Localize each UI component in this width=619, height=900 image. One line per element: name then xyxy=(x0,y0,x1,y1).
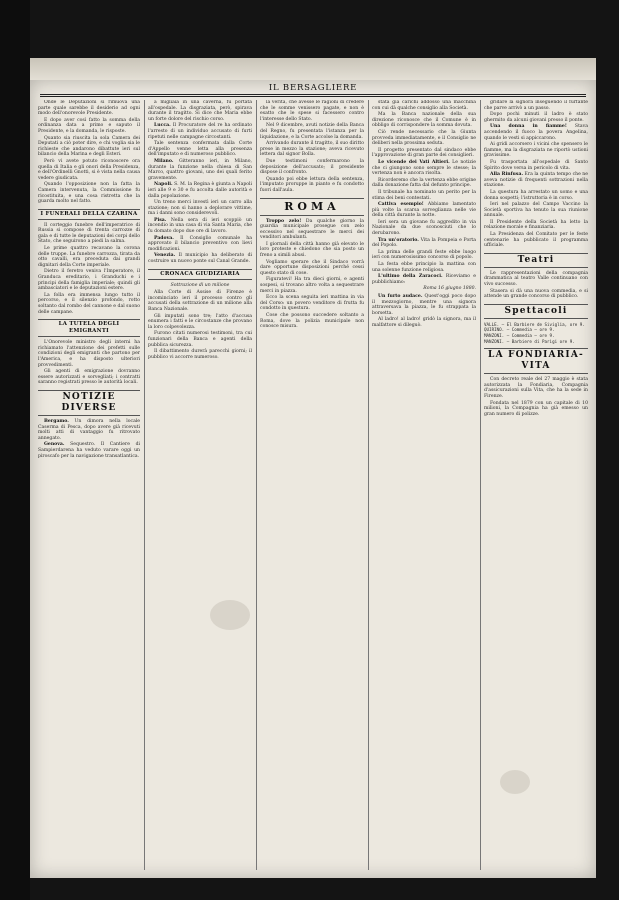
column-2 xyxy=(148,100,252,870)
article-text: Da qualche giorno la guardia municipale prosegue con zelo eccessivo nel sequestrare le merci dei venditori ambulanti. xyxy=(260,218,364,241)
article-text: Nella sera di ieri scoppiò un incendio in una casa di via Santa Maria, che fu domato dopo due ore di lavoro. xyxy=(148,217,252,235)
article-text: Un treno merci investì ieri un carro alla stazione; non si hanno a deplorare vittime, ma i danni sono considerevoli. xyxy=(148,200,252,217)
article-paragraph xyxy=(148,218,252,235)
article-paragraph xyxy=(148,314,252,331)
article-text: Ieri sera un giovane fu aggredito in via Nazionale da due sconosciuti che lo derubarono. xyxy=(372,219,476,237)
article-text: La questura ha arrestato un uomo e una donna sospetti; l'istruttoria è in corso. xyxy=(484,189,588,201)
article-paragraph xyxy=(260,100,364,122)
article-text: Il dibattimento durerà parecchi giorni; il pubblico vi accorre numeroso. xyxy=(148,349,252,360)
article-text: stata già carichi addosso una macchina con cui dà qualche consiglio alla Società. xyxy=(372,100,476,111)
listing-line: VALLE. — El Barbiere de Siviglia, ore 9. xyxy=(484,321,585,327)
article-paragraph xyxy=(38,340,140,368)
article-paragraph xyxy=(38,159,140,181)
article-text: Ciò rende necessario che la Giunta provveda immediatamente, e il Consiglio ne deliberi nella prossima seduta. xyxy=(372,129,476,147)
article-paragraph xyxy=(260,141,364,158)
article-lead: Una donna in fiamme! xyxy=(490,124,567,130)
article-paragraph xyxy=(148,182,252,199)
column-divider xyxy=(368,100,369,870)
article-text: Dopo pochi minuti il ladro è stato ghermito da alcuni giovani presso il ponte. xyxy=(484,112,588,123)
article-paragraph xyxy=(372,250,476,261)
article-paragraph xyxy=(484,289,588,300)
article-paragraph xyxy=(372,317,476,328)
article-text: Quanto sia riuscita la sola Camera dei Deputati a ciò poter dire, e chi voglia sia le richieste che andarono dibattute ieri sul bilancio della Marina e degli Esteri. xyxy=(38,135,140,158)
article-text: Il Procuratore del re ha ordinato l'arresto di un individuo accusato di furti ripetuti nelle campagne circostanti. xyxy=(148,123,252,140)
article-text: Stava accendendo il fuoco la povera Angelina, quando le vesti si appiccarono. xyxy=(484,124,588,141)
article-text: Il Consiglio comunale ha approvato il bilancio preventivo con lievi modificazioni. xyxy=(148,235,252,252)
article-lead: Padova. xyxy=(154,235,174,241)
article-text: Fondata nel 1879 con un capitale di 10 milioni, la Compagnia ha già emesso un gran numero di polizze. xyxy=(484,400,588,417)
article-paragraph xyxy=(260,295,364,312)
article-text: Le rappresentazioni della compagnia drammatica al teatro Valle continuano con vivo successo. xyxy=(484,270,588,288)
article-text: S. M. la Regina è giunta a Napoli ieri alle 9 e 30 e fu accolta dalle autorità e dalla popolazione. xyxy=(148,182,252,199)
article-lead: Tra un'oratorio. xyxy=(378,237,419,243)
article-text: Tale sentenza confermata dalla Corte d'Appello venne letta alla presenza dell'imputato e di numeroso pubblico. xyxy=(148,141,252,158)
article-lead: Troppo zelo! xyxy=(266,218,302,224)
article-text: Ma la Banca nazionale della sua direzione riconosce che il Comune è in obbligo di corrispondere la somma dovuta. xyxy=(372,112,476,129)
article-paragraph xyxy=(372,262,476,273)
header-rule xyxy=(40,94,586,95)
article-paragraph xyxy=(260,123,364,140)
article-paragraph xyxy=(148,253,252,264)
article-lead: Pisa. xyxy=(154,217,167,223)
section-heading: I FUNERALI DELLA CZARINA xyxy=(38,209,140,220)
header-rule-double xyxy=(40,96,586,97)
article-paragraph xyxy=(260,260,364,277)
article-paragraph xyxy=(484,190,588,201)
article-paragraph xyxy=(148,159,252,181)
article-text: Gli imputati sono tre; l'atto d'accusa enumera i fatti e le circostanze che provano la loro colpevolezza. xyxy=(148,313,252,330)
article-lead: Le vicende dei Vati Altieri. xyxy=(378,159,450,165)
article-text: Dietro il feretro veniva l'Imperatore, il Granduca ereditario, i Granduchi e i principi della famiglia imperiale; quindi gli ambasciatori e le deputazioni estere. xyxy=(38,269,140,292)
dateline: Roma 16 giugno 1880. xyxy=(423,286,476,292)
listing-line: MANZONI. — Commedia — ore 9. xyxy=(484,333,555,338)
article-text: gridare la signora inseguendo il furfante che parve arrivò a un passo. xyxy=(484,100,588,111)
article-text: Ieri nel palazzo del Campo Vaccino la Società sportiva ha tenuto la sua riunione annuale. xyxy=(484,202,588,219)
paper-stain xyxy=(500,770,530,794)
article-text: Gitteranno ieri, in Milano, durante la funzione nella chiesa di San Marco, quattro giovani, uno dei quali ferito gravemente. xyxy=(148,158,252,181)
article-paragraph xyxy=(148,236,252,253)
article-text: Vita la Pompeia e Porta del Popolo. xyxy=(372,237,476,249)
article-paragraph xyxy=(260,219,364,241)
article-paragraph xyxy=(372,238,476,249)
section-heading: NOTIZIE DIVERSE xyxy=(38,390,140,416)
article-paragraph xyxy=(38,442,140,459)
section-heading: CRONACA GIUDIZIARIA xyxy=(148,269,252,280)
article-paragraph xyxy=(148,200,252,217)
article-paragraph xyxy=(38,100,140,117)
article-text: Il corteggio funebre dell'imperatrice di Russia si compose di trenta carrozze di gala e di tutte le deputazioni dei corpi dello Stato, che seguirono a piedi la salma. xyxy=(38,222,140,245)
article-lead: Alla Rinfusa. xyxy=(490,172,524,178)
column-divider xyxy=(480,100,481,870)
article-paragraph xyxy=(260,242,364,259)
article-paragraph xyxy=(260,313,364,330)
article-paragraph xyxy=(372,178,476,189)
article-paragraph xyxy=(148,290,252,312)
article-lead: Venezia. xyxy=(154,253,176,259)
article-text: La Presidenza del Comitato per le feste centenarie ha pubblicato il programma ufficiale. xyxy=(484,232,588,249)
article-paragraph xyxy=(148,349,252,360)
page-edge xyxy=(30,58,596,82)
section-heading: LA TUTELA DEGLI EMIGRANTI xyxy=(38,319,140,337)
article-text: Vogliamo sperare che il Sindaco vorrà dare opportune disposizioni perché cessi questo stato di cose. xyxy=(260,259,364,276)
article-paragraph xyxy=(372,274,476,285)
article-paragraph xyxy=(484,232,588,249)
article-text: Cose che possono succedere soltanto a Roma, dove la polizia municipale non conosce misura. xyxy=(260,313,364,330)
left-gutter xyxy=(0,0,30,900)
article-paragraph xyxy=(372,160,476,177)
column-4 xyxy=(372,100,476,870)
section-subheading: Sottrazione di un milione xyxy=(170,282,230,288)
article-lead: Bergamo. xyxy=(44,418,69,424)
article-text: Alla Corte di Assise di Firenze è incominciato ieri il processo contro gli accusati della sottrazione di un milione alla Banca Nazionale. xyxy=(148,290,252,312)
column-1 xyxy=(38,100,140,870)
article-lead: Genova. xyxy=(44,442,65,448)
article-text: Però vi avete potuto riconoscere ora quella di Italia e gli onori della Presidenza, e dell'Ordinelli Gnotti, si è vista nella causa vedere giudicata. xyxy=(38,158,140,181)
column-divider xyxy=(256,100,257,870)
article-paragraph xyxy=(372,294,476,316)
article-text: Onde le Deputazioni si rimuova una parte quale sarebbe il desiderio ad ogni modo dell'onorevole Presidente. xyxy=(38,100,140,117)
article-paragraph xyxy=(484,401,588,418)
article-paragraph xyxy=(484,220,588,231)
article-text: Due testimoni confermarono la deposizione dell'accusato; il presidente dispose il confronto. xyxy=(260,158,364,176)
article-text: Era la quinta tempo che ne aveva notizie di frequenti sottrazioni nella stazione. xyxy=(484,172,588,189)
article-text: Gli agenti di emigrazione dovranno essere autorizzati e sorvegliati; i contratti saranno registrati presso le autorità locali. xyxy=(38,369,140,386)
article-paragraph xyxy=(484,377,588,399)
article-text: Stasera si dà una nuova commedia, e si attende un grande concorso di pubblico. xyxy=(484,288,588,300)
article-paragraph xyxy=(260,159,364,176)
article-text: Abbiamo lamentato più volte la scarsa sorveglianza nelle vie della città durante la notte. xyxy=(372,202,476,219)
article-lead: L'ultimo della Zaracoci. xyxy=(378,274,443,280)
article-paragraph xyxy=(484,100,588,111)
article-text: Le prime quattro recavano la corona delle truppe. La funebre carrozza, tirata da otto cavalli, era preceduta dai grandi dignitari della Corte imperiale. xyxy=(38,246,140,268)
listing-line: QUIRINO. — Commedia — ore 9. xyxy=(484,327,555,333)
article-text: La prima delle grandi feste ebbe luogo ieri con numerosissimo concorso di popolo. xyxy=(372,249,476,261)
article-paragraph xyxy=(38,369,140,386)
article-paragraph xyxy=(372,190,476,201)
article-paragraph xyxy=(484,172,588,189)
article-paragraph xyxy=(484,142,588,159)
article-paragraph xyxy=(484,124,588,141)
article-paragraph xyxy=(38,269,140,291)
article-paragraph xyxy=(484,271,588,288)
article-text: Arrivando durante il tragitto, il suo diritto prese in mezzo la stazione; aveva ricevuto lettera dal signor Bolla. xyxy=(260,141,364,158)
article-text: Con decreto reale del 27 maggio è stata autorizzata la Fondiaria, Compagnia d'assicurazioni sulla Vita, che ha la sede in Firenze. xyxy=(484,377,588,399)
article-paragraph xyxy=(38,293,140,315)
article-text: L'Onorevole ministro degli interni ha richiamato l'attenzione dei prefetti sulle condizioni degli emigranti che partono per l'America, e ha disposto ulteriori provvedimenti. xyxy=(38,340,140,368)
section-heading: ROMA xyxy=(260,198,364,216)
article-text: la verità, che avesse le ragioni di credere che le somme venissero pagate, e non è esatto che le spese si facessero contro l'interesse dello Stato. xyxy=(260,100,364,122)
article-paragraph xyxy=(38,136,140,158)
section-heading: Teatri xyxy=(484,253,588,268)
article-paragraph xyxy=(372,112,476,129)
column-5 xyxy=(484,100,588,870)
article-paragraph xyxy=(38,419,140,441)
article-text: Furono citati numerosi testimoni, tra cui funzionari della Banca e agenti della pubblica sicurezza. xyxy=(148,331,252,348)
article-text: Quando l'opposizione non la fatta la Camera intervenuta, la Commissione fu ricostituita, e una cosa ristretta che la guarda molto nel fatto. xyxy=(38,182,140,205)
article-paragraph xyxy=(148,100,252,122)
article-text: Ricorderemo che la vertenza ebbe origine dalla donazione fatta dal defunto principe. xyxy=(372,177,476,189)
article-text: Il progetto presentato dal sindaco ebbe l'approvazione di gran parte dei consiglieri. xyxy=(372,147,476,159)
listing-line: MANZONI. — Barbiere di Parigi ore 9. xyxy=(484,338,575,344)
article-paragraph xyxy=(260,277,364,294)
article-text: E dopo aver così fatto la somma della ordinanza data a primo e saputo il Presidente, e la domanda, le risposte. xyxy=(38,117,140,134)
article-lead: Lucca. xyxy=(154,123,171,129)
article-paragraph xyxy=(38,246,140,268)
page-title: IL BERSAGLIERE xyxy=(268,83,358,93)
article-text: Il tribunale ha nominato un perito per la stima dei beni contestati. xyxy=(372,189,476,201)
article-text: Sequestro. Il Cantiere di Sampierdarena ha veduto varare oggi un piroscafo per la navigazione transatlantica. xyxy=(38,442,140,459)
article-paragraph xyxy=(484,160,588,171)
article-text: Un dimora nella locale Caserma di Pesca, dopo avere già ricevuti molti atti di vantaggio fu ritrovato annegato. xyxy=(38,418,140,441)
article-text: La festa ebbe principio la mattina con una solenne funzione religiosa. xyxy=(372,262,476,273)
article-text: Fu trasportata all'ospedale di Santo Spirito dove versa in pericolo di vita. xyxy=(484,159,588,171)
section-heading: LA FONDIARIA-VITA xyxy=(484,348,588,374)
article-text: Le notizie che ci giungono sono sempre le stesse; la vertenza non è ancora risolta. xyxy=(372,159,476,177)
article-lead: Un furto audace. xyxy=(378,294,423,299)
article-lead: Napoli. xyxy=(154,182,173,188)
article-text: Figuratevi! Ha tra dieci giorni, e agenti sospesi, si trovano altro volta a sequestrare merci in piazza. xyxy=(260,277,364,294)
article-text: a migliaia in una caverna, fu portata all'ospedale. La disgraziata, però, spirava durante il tragitto. Si dice che Maria ebbe un forte dolore del rischio corso. xyxy=(148,100,252,122)
article-paragraph xyxy=(148,331,252,348)
article-text: Nel 9 dicembre, avuti notizie della Banca del Regno, fu presentata l'istanza per la liquidazione, e la Corte accolse la domanda. xyxy=(260,123,364,140)
article-paragraph xyxy=(38,223,140,245)
article-text: Il Presidente della Società ha letto la relazione morale e finanziaria. xyxy=(484,219,588,231)
article-paragraph xyxy=(372,100,476,111)
section-heading: Spettacoli xyxy=(484,304,588,319)
article-paragraph xyxy=(260,177,364,194)
article-text: Quest'oggi poco dopo il mezzogiorno, mentre una signora attraversava la piazza, le fu strappata la borsetta. xyxy=(372,294,476,316)
article-paragraph xyxy=(148,123,252,140)
article-paragraph xyxy=(372,220,476,237)
article-text: Il municipio ha deliberato di costruire un nuovo ponte sul Canal Grande. xyxy=(148,253,252,265)
article-lead: Cattiva esempio! xyxy=(378,202,424,208)
article-text: I giornali della città hanno già elevato le loro proteste e chiedono che sia posto un freno a simili abusi. xyxy=(260,241,364,259)
newspaper-page xyxy=(30,80,596,878)
article-paragraph xyxy=(372,202,476,219)
article-lead: Milano. xyxy=(154,158,174,164)
article-paragraph xyxy=(38,182,140,204)
column-divider xyxy=(144,100,145,870)
article-text: Ai gridi accorsero i vicini che spensero le fiamme, ma la disgraziata ne riportò ustioni gravissime. xyxy=(484,142,588,159)
article-paragraph xyxy=(38,118,140,135)
paper-stain xyxy=(210,600,250,630)
article-text: Al ladro! al ladro! gridò la signora, ma il malfattore si dileguò. xyxy=(372,317,476,328)
column-3 xyxy=(260,100,364,870)
article-paragraph xyxy=(372,130,476,147)
article-paragraph xyxy=(484,112,588,123)
article-text: Ecco la scena seguita ieri mattina in via del Corso: un povero venditore di frutta fu condotto in questura. xyxy=(260,295,364,312)
article-paragraph xyxy=(148,141,252,158)
article-paragraph xyxy=(484,202,588,219)
article-text: Quando poi ebbe lettura della sentenza, l'imputato proruppe in pianto e fu condotto fuori dall'aula. xyxy=(260,176,364,193)
article-text: La folla era immensa lungo tutto il percorso, e il silenzio profondo, rotto soltanto dal rombo del cannone e dal suono delle campane. xyxy=(38,292,140,315)
article-text: Riceviamo e pubblichiamo: xyxy=(372,274,476,285)
article-paragraph xyxy=(372,148,476,159)
